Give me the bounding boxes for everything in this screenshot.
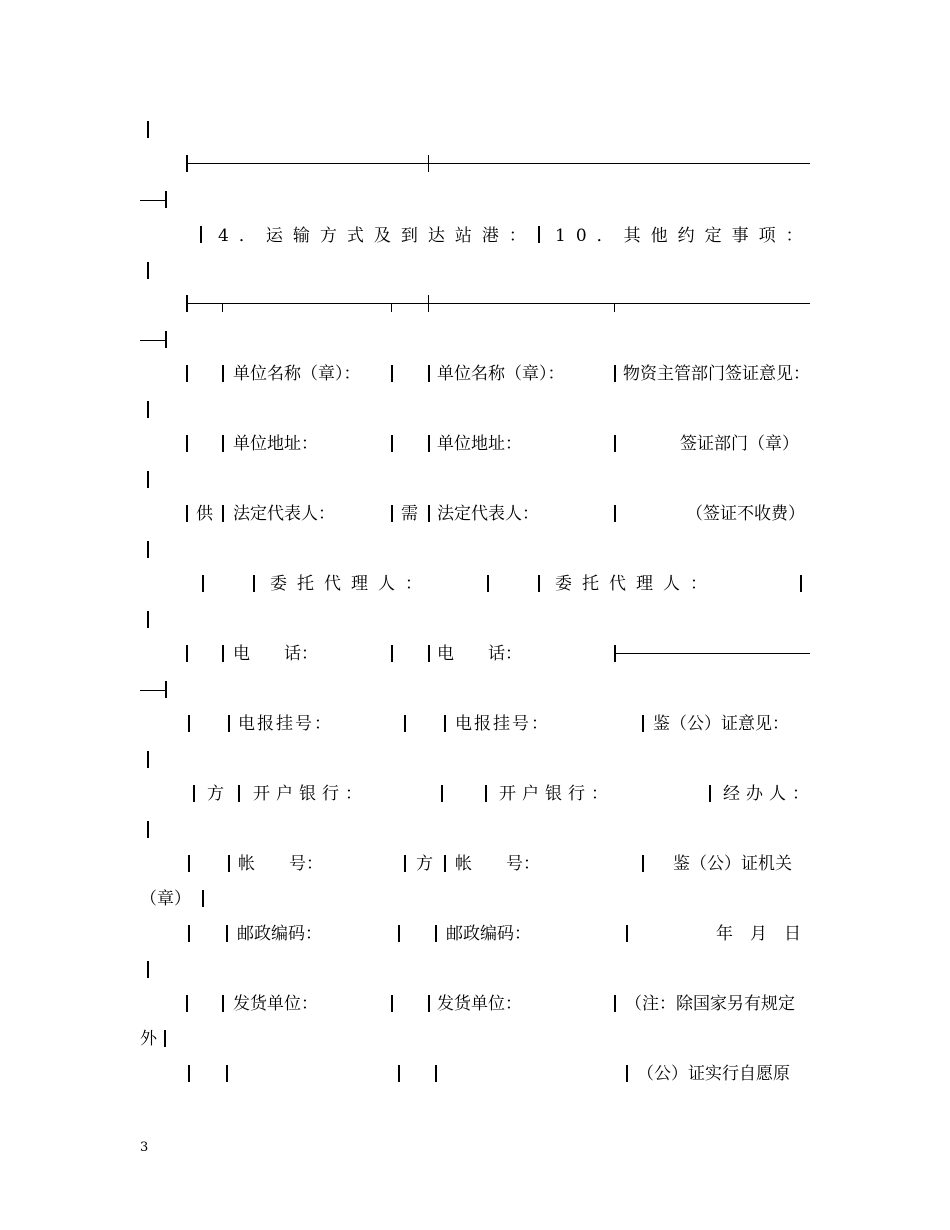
other-terms-label: 10．其他约定事项： <box>555 226 813 246</box>
table-rule-tick <box>391 303 392 312</box>
border-bar <box>147 401 149 418</box>
supplier-address: 单位地址： <box>233 434 318 454</box>
border-bar <box>188 1065 190 1082</box>
visa-dept: 签证部门（章） <box>680 434 799 454</box>
buyer-phone: 电 话： <box>437 644 522 664</box>
supplier-side-char: 方 <box>207 784 224 804</box>
border-bar <box>398 1065 400 1082</box>
border-bar <box>614 505 616 522</box>
supplier-legal-rep: 法定代表人： <box>233 504 335 524</box>
notary-authority: 鉴（公）证机关 <box>673 854 792 874</box>
border-bar <box>444 715 446 732</box>
notary-note: （注：除国家另有规定 <box>625 994 795 1014</box>
border-bar <box>222 365 224 382</box>
buyer-account: 帐 号： <box>455 854 540 874</box>
border-bar <box>186 645 188 662</box>
border-bar <box>186 435 188 452</box>
border-bar <box>228 715 230 732</box>
supplier-account: 帐 号： <box>238 854 323 874</box>
border-bar <box>428 435 430 452</box>
border-bar <box>441 785 443 802</box>
border-bar <box>428 995 430 1012</box>
border-bar <box>391 995 393 1012</box>
border-bar <box>642 855 644 872</box>
buyer-telegraph: 电报挂号： <box>455 714 550 734</box>
transport-label: 4．运输方式及到达站港： <box>218 226 536 246</box>
border-bar <box>709 785 711 802</box>
table-rule-end <box>140 690 166 691</box>
buyer-legal-rep: 法定代表人： <box>437 504 539 524</box>
supplier-phone: 电 话： <box>233 644 318 664</box>
border-bar <box>800 575 802 592</box>
border-bar <box>188 925 190 942</box>
border-bar <box>391 365 393 382</box>
border-bar <box>391 645 393 662</box>
table-rule-end <box>140 200 166 201</box>
supplier-telegraph: 电报挂号： <box>238 714 333 734</box>
border-bar <box>626 925 628 942</box>
border-bar <box>391 435 393 452</box>
border-bar <box>614 995 616 1012</box>
border-bar <box>193 785 195 802</box>
buyer-side-char: 需 <box>401 504 418 524</box>
border-bar <box>404 715 406 732</box>
supplier-side-char: 供 <box>196 504 213 524</box>
buyer-postcode: 邮政编码： <box>446 924 531 944</box>
border-bar <box>186 365 188 382</box>
table-rule <box>614 653 810 654</box>
border-bar <box>188 715 190 732</box>
border-bar <box>391 505 393 522</box>
border-bar <box>626 1065 628 1082</box>
table-rule <box>186 303 810 304</box>
border-bar <box>538 575 540 592</box>
border-bar <box>485 785 487 802</box>
border-bar <box>487 575 489 592</box>
border-bar <box>186 505 188 522</box>
border-bar <box>428 365 430 382</box>
table-rule <box>186 163 810 164</box>
border-bar <box>538 226 540 243</box>
border-bar <box>147 121 149 138</box>
visa-opinion: 物资主管部门签证意见： <box>623 364 810 384</box>
border-bar <box>165 191 167 208</box>
notary-seal: （章） <box>140 889 191 909</box>
border-bar <box>147 471 149 488</box>
notary-note: （公）证实行自愿原 <box>637 1064 790 1084</box>
buyer-unit-name: 单位名称（章）： <box>437 364 565 384</box>
notary-date: 年 月 日 <box>716 924 801 944</box>
buyer-agent: 委托代理人： <box>555 574 717 594</box>
buyer-shipping-unit: 发货单位： <box>437 994 522 1014</box>
border-bar <box>253 575 255 592</box>
border-bar <box>222 505 224 522</box>
border-bar <box>188 855 190 872</box>
notary-opinion: 鉴（公）证意见： <box>653 714 789 734</box>
border-bar <box>186 995 188 1012</box>
page-number: 3 <box>140 1140 149 1155</box>
border-bar <box>147 961 149 978</box>
border-bar <box>228 855 230 872</box>
border-bar <box>642 715 644 732</box>
border-bar <box>428 505 430 522</box>
border-bar <box>222 435 224 452</box>
buyer-side-char: 方 <box>416 854 433 874</box>
buyer-address: 单位地址： <box>437 434 522 454</box>
table-rule-end <box>140 340 166 341</box>
border-bar <box>147 821 149 838</box>
border-bar <box>435 1065 437 1082</box>
border-bar <box>428 645 430 662</box>
border-bar <box>614 435 616 452</box>
border-bar <box>398 925 400 942</box>
notary-note-cont: 外 <box>140 1029 157 1049</box>
border-bar <box>222 995 224 1012</box>
notary-handler: 经办人： <box>723 784 815 804</box>
border-bar <box>147 541 149 558</box>
border-bar <box>226 1065 228 1082</box>
table-rule-tick <box>428 155 429 172</box>
border-bar <box>614 365 616 382</box>
supplier-unit-name: 单位名称（章）： <box>233 364 361 384</box>
border-bar <box>444 855 446 872</box>
border-bar <box>147 611 149 628</box>
border-bar <box>238 785 240 802</box>
border-bar <box>435 925 437 942</box>
visa-no-fee: （签证不收费） <box>686 504 805 524</box>
border-bar <box>200 226 202 243</box>
table-rule-tick <box>614 303 615 312</box>
border-bar <box>202 575 204 592</box>
border-bar <box>222 645 224 662</box>
border-bar <box>147 262 149 279</box>
table-rule-tick <box>222 303 223 312</box>
supplier-agent: 委托代理人： <box>270 574 432 594</box>
supplier-postcode: 邮政编码： <box>237 924 322 944</box>
border-bar <box>147 751 149 768</box>
border-bar <box>165 331 167 348</box>
border-bar <box>165 681 167 698</box>
border-bar <box>404 855 406 872</box>
border-bar <box>226 925 228 942</box>
buyer-bank: 开户银行： <box>499 784 614 804</box>
border-bar <box>164 1030 166 1047</box>
supplier-shipping-unit: 发货单位： <box>233 994 318 1014</box>
border-bar <box>202 890 204 907</box>
supplier-bank: 开户银行： <box>253 784 368 804</box>
table-rule-tick <box>428 295 429 312</box>
